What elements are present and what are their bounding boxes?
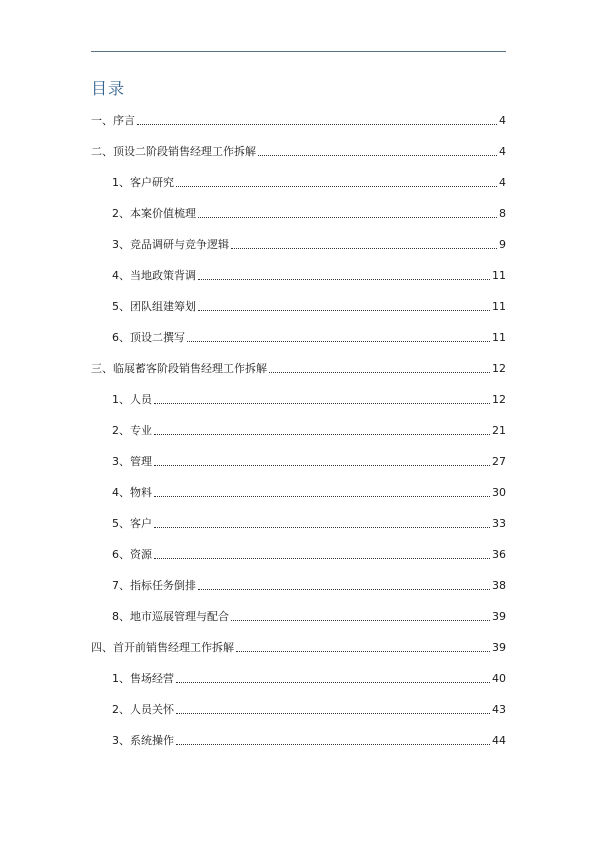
toc-entry-label: 1、客户研究	[112, 176, 174, 189]
toc-entry-page-number: 39	[492, 641, 506, 654]
toc-entry-label: 2、本案价值梳理	[112, 207, 196, 220]
toc-entry-page-number: 11	[492, 331, 506, 344]
toc-entry-label: 2、专业	[112, 424, 152, 437]
toc-entry-label: 四、首开前销售经理工作拆解	[91, 641, 234, 654]
toc-entry[interactable]	[112, 174, 506, 190]
toc-entry-label: 3、系统操作	[112, 734, 174, 747]
toc-entry-page-number: 4	[499, 176, 506, 189]
toc-entry-label: 5、客户	[112, 517, 152, 530]
toc-entry[interactable]	[112, 515, 506, 531]
toc-entry-page-number: 43	[492, 703, 506, 716]
toc-entry-label: 5、团队组建筹划	[112, 300, 196, 313]
toc-entry-page-number: 4	[499, 145, 506, 158]
toc-entry-label: 二、顶设二阶段销售经理工作拆解	[91, 145, 256, 158]
toc-entry-page-number: 11	[492, 300, 506, 313]
toc-entry[interactable]	[112, 422, 506, 438]
toc-leader-dots	[176, 713, 490, 714]
toc-leader-dots	[198, 279, 490, 280]
toc-leader-dots	[176, 186, 497, 187]
toc-entry[interactable]	[112, 670, 506, 686]
toc-leader-dots	[154, 496, 490, 497]
toc-leader-dots	[231, 248, 497, 249]
toc-entry[interactable]	[91, 143, 506, 159]
toc-entry[interactable]	[91, 639, 506, 655]
toc-leader-dots	[269, 372, 490, 373]
toc-leader-dots	[154, 558, 490, 559]
toc-leader-dots	[154, 403, 490, 404]
toc-entry-label: 6、资源	[112, 548, 152, 561]
toc-entry[interactable]	[112, 236, 506, 252]
toc-entry-label: 6、顶设二撰写	[112, 331, 185, 344]
toc-entry-page-number: 30	[492, 486, 506, 499]
toc-leader-dots	[231, 620, 490, 621]
toc-leader-dots	[258, 155, 497, 156]
toc-entry-label: 3、竞品调研与竞争逻辑	[112, 238, 229, 251]
toc-entry-page-number: 4	[499, 114, 506, 127]
toc-entry[interactable]	[112, 732, 506, 748]
toc-entry-label: 3、管理	[112, 455, 152, 468]
toc-leader-dots	[187, 341, 490, 342]
toc-entry-label: 一、序言	[91, 114, 135, 127]
toc-entry-label: 7、指标任务倒排	[112, 579, 196, 592]
toc-leader-dots	[154, 527, 490, 528]
toc-entry-label: 1、售场经营	[112, 672, 174, 685]
toc-entry-page-number: 8	[499, 207, 506, 220]
toc-entry-page-number: 44	[492, 734, 506, 747]
toc-entry[interactable]	[91, 112, 506, 128]
toc-entry[interactable]	[112, 453, 506, 469]
toc-entry-label: 4、物料	[112, 486, 152, 499]
toc-entry[interactable]	[112, 205, 506, 221]
toc-entry-page-number: 39	[492, 610, 506, 623]
toc-leader-dots	[198, 310, 490, 311]
toc-entry-page-number: 12	[492, 393, 506, 406]
toc-leader-dots	[176, 744, 490, 745]
toc-entry[interactable]	[112, 608, 506, 624]
toc-entry-page-number: 40	[492, 672, 506, 685]
toc-leader-dots	[154, 465, 490, 466]
header-rule	[91, 51, 506, 52]
toc-entry[interactable]	[112, 484, 506, 500]
toc-entry-page-number: 21	[492, 424, 506, 437]
toc-entry-page-number: 9	[499, 238, 506, 251]
toc-leader-dots	[236, 651, 490, 652]
toc-entry-page-number: 33	[492, 517, 506, 530]
toc-leader-dots	[176, 682, 490, 683]
toc-entry-page-number: 27	[492, 455, 506, 468]
toc-entry[interactable]	[112, 298, 506, 314]
toc-entry-label: 2、人员关怀	[112, 703, 174, 716]
toc-entry[interactable]	[112, 267, 506, 283]
toc-leader-dots	[198, 589, 490, 590]
toc-entry-page-number: 11	[492, 269, 506, 282]
toc-entry[interactable]	[112, 546, 506, 562]
toc-entry[interactable]	[112, 701, 506, 717]
toc-entry[interactable]	[112, 391, 506, 407]
toc-leader-dots	[154, 434, 490, 435]
toc-entry-label: 1、人员	[112, 393, 152, 406]
toc-entry-page-number: 36	[492, 548, 506, 561]
toc-entry[interactable]	[112, 329, 506, 345]
toc-entry-label: 4、当地政策背调	[112, 269, 196, 282]
toc-entry-page-number: 12	[492, 362, 506, 375]
toc-title: 目录	[91, 79, 126, 98]
toc-leader-dots	[198, 217, 497, 218]
toc-entry-label: 8、地市巡展管理与配合	[112, 610, 229, 623]
toc-entry-label: 三、临展蓄客阶段销售经理工作拆解	[91, 362, 267, 375]
toc-entry-page-number: 38	[492, 579, 506, 592]
toc-entry[interactable]	[91, 360, 506, 376]
toc-leader-dots	[137, 124, 497, 125]
toc-entry[interactable]	[112, 577, 506, 593]
